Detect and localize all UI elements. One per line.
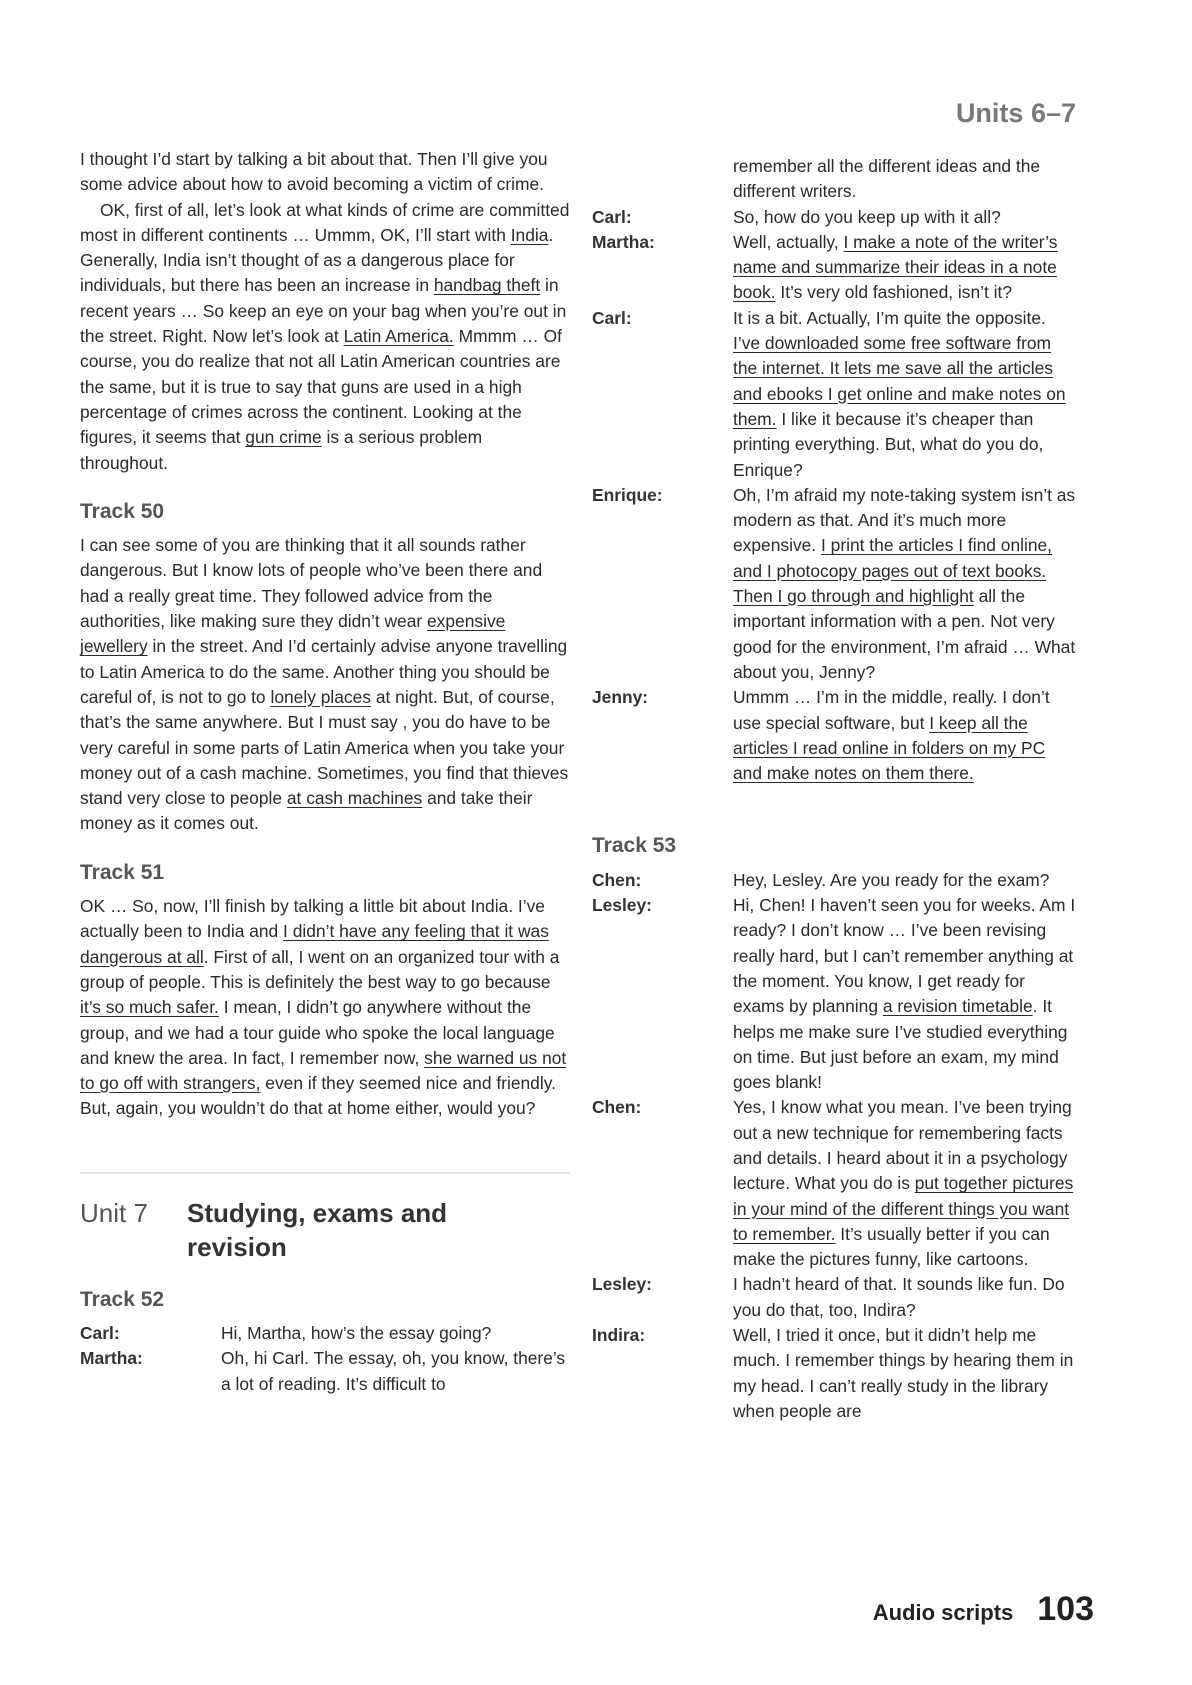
underlined-phrase: expensive jewellery [80,611,506,657]
dialogue-text: Ummm … I’m in the middle, really. I don’t use special software, but I keep all the articles I read online in folders on my PC and make notes on them there. [733,687,1050,784]
dialogue-text: Well, I tried it once, but it didn’t help me much. I remember things by hearing them in my head. I can’t really study in the library when people are [733,1325,1074,1421]
dialogue-line [592,230,1077,306]
underlined-phrase: Latin America. [343,326,454,347]
dialogue-text: It is a bit. Actually, I’m quite the opposite. I’ve downloaded some free software from the internet. It lets me save all the articles and ebooks I get online and make notes on them. I like it because it’s cheaper than printing everything. But, what do you do, Enrique? [733,307,1066,480]
unit-number: Unit 7 [80,1197,148,1228]
underlined-phrase: it’s so much safer. [80,997,219,1018]
underlined-phrase: lonely places [270,686,371,707]
speaker-name: Enrique: [592,484,663,505]
track-50-heading: Track 50 [80,499,165,523]
track-50-text: I can see some of you are thinking that it all sounds rather dangerous. But I know lots of people who’ve been there and had a really great time. They followed advice from the authorities, like making sure they didn’t wear expensive jewellery in the street. And I’d certainly advise anyone travelling to Latin America to do the same. Another thing you should be careful of, is not to go to lonely places at night. But, of course, that’s the same anywhere. But I must say , you do have to be very careful in some parts of Latin America when you take your money out of a cash machine. Sometimes, you find that thieves stand very close to people at cash machines and take their money as it comes out. [80,535,569,834]
dialogue-text: I hadn’t heard of that. It sounds like fun. Do you do that, too, Indira? [733,1274,1065,1320]
speaker-name: Indira: [592,1325,646,1346]
dialogue-line [592,1272,1077,1323]
right-column [592,154,1077,1424]
dialogue-text: Well, actually, I make a note of the writer’s name and summarize their ideas in a note book. It’s very old fashioned, isn’t it? [733,231,1058,303]
underlined-phrase: put together pictures in your mind of the different things you want to remember. [733,1173,1074,1244]
underlined-phrase: at cash machines [286,788,423,809]
track-51-text: OK … So, now, I’ll finish by talking a little bit about India. I’ve actually been to India and I didn’t have any feeling that it was dangerous at all. First of all, I went on an organized tour with a group of people. This is definitely the best way to go because it’s so much safer. I mean, I didn’t go anywhere without the group, and we had a tour guide who spoke the local language and knew the area. In fact, I remember now, she warned us not to go off with strangers, even if they seemed nice and friendly. But, again, you wouldn’t do that at home either, would you? [80,896,567,1119]
dialogue-line [592,1095,1077,1272]
underlined-phrase: I’ve downloaded some free software from the internet. It lets me save all the articles and ebooks I get online and make notes on them. [733,333,1066,429]
dialogue-line [592,483,1077,685]
dialogue-text: Hey, Lesley. Are you ready for the exam? [733,869,1050,890]
underlined-phrase: gun crime [245,427,322,448]
underlined-phrase: handbag theft [433,275,541,296]
section-label: Audio scripts [872,1600,1014,1625]
dialogue-line [592,893,1077,1095]
underlined-phrase: I keep all the articles I read online in folders on my PC and make notes on them there. [733,712,1046,784]
left-column [80,147,570,1397]
dialogue-text: Yes, I know what you mean. I’ve been trying out a new technique for remembering facts and details. I heard about it in a psychology lecture. What you do is put together pictures in your mind of the different things you want to remember. It’s usually better if you can make the pictures funny, like cartoons. [733,1097,1074,1270]
section-divider [80,1172,570,1174]
paragraph-crime-continents: OK, first of all, let’s look at what kinds of crime are committed most in different continents … Ummm, OK, I’ll start with India. Generally, India isn’t thought of as a dangerous place for individuals, but there has been an increase in handbag theft in recent years … So keep an eye on your bag when you’re out in the street. Right. Now let’s look at Latin America. Mmmm … Of course, you do realize that not all Latin American countries are the same, but it is true to say that guns are used in a high percentage of crimes across the continent. Looking at the figures, it seems that gun crime is a serious problem throughout. [80,199,570,473]
underlined-phrase: she warned us not to go off with strangers, [80,1047,567,1094]
speaker-name: Martha: [592,231,655,252]
underlined-phrase: India [510,224,549,245]
underlined-phrase: I print the articles I find online, and I photocopy pages out of text books. Then I go through and highlight [733,535,1053,607]
dialogue-text: So, how do you keep up with it all? [733,206,1001,227]
dialogue-text: Oh, I’m afraid my note-taking system isn’t as modern as that. And it’s much more expensive. I print the articles I find online, and I photocopy pages out of text books. Then I go through and highlight all the important information with a pen. Not very good for the environment, I’m afraid … What about you, Jenny? [733,484,1076,682]
dialogue-text: Hi, Chen! I haven’t seen you for weeks. Am I ready? I don’t know … I’ve been revising really hard, but I can’t remember anything at the moment. You know, I get ready for exams by planning a revision timetable. It helps me make sure I’ve studied everything on time. But just before an exam, my mind goes blank! [733,895,1076,1093]
speaker-name: Martha: [80,1348,143,1369]
paragraph-intro: I thought I’d start by talking a bit about that. Then I’ll give you some advice about how to avoid becoming a victim of crime. [80,149,548,195]
speaker-name: Carl: [592,307,632,328]
speaker-name: Carl: [592,206,632,227]
dialogue-text: Oh, hi Carl. The essay, oh, you know, there’s a lot of reading. It’s difficult to [221,1348,566,1394]
unit-range-header: Units 6–7 [955,98,1076,128]
dialogue-line [80,1346,570,1397]
dialogue-line [592,685,1077,786]
speaker-name: Jenny: [592,687,649,708]
speaker-name: Carl: [80,1322,120,1343]
dialogue-line [592,868,1077,893]
underlined-phrase: a revision timetable [882,996,1033,1017]
dialogue-line [592,205,1077,230]
speaker-name: Chen: [592,869,642,890]
unit-name: Studying, exams and revision [187,1197,448,1262]
underlined-phrase: I make a note of the writer’s name and summarize their ideas in a note book. [733,231,1058,303]
speaker-name: Lesley: [592,895,652,916]
track-51-heading: Track 51 [80,860,165,884]
track-52-heading: Track 52 [80,1287,165,1311]
dialogue-continuation: remember all the different ideas and the different writers. [733,156,1041,202]
underlined-phrase: I didn’t have any feeling that it was dangerous at all [80,921,549,967]
dialogue-text: Hi, Martha, how’s the essay going? [221,1322,492,1343]
page-footer [873,1590,1094,1629]
speaker-name: Chen: [592,1097,642,1118]
dialogue-line [592,1323,1077,1424]
speaker-name: Lesley: [592,1274,652,1295]
dialogue-line [80,1321,570,1346]
dialogue-line [592,306,1077,483]
track-53-heading: Track 53 [592,834,677,858]
unit-title [80,1196,570,1264]
page-number: 103 [1037,1590,1094,1628]
